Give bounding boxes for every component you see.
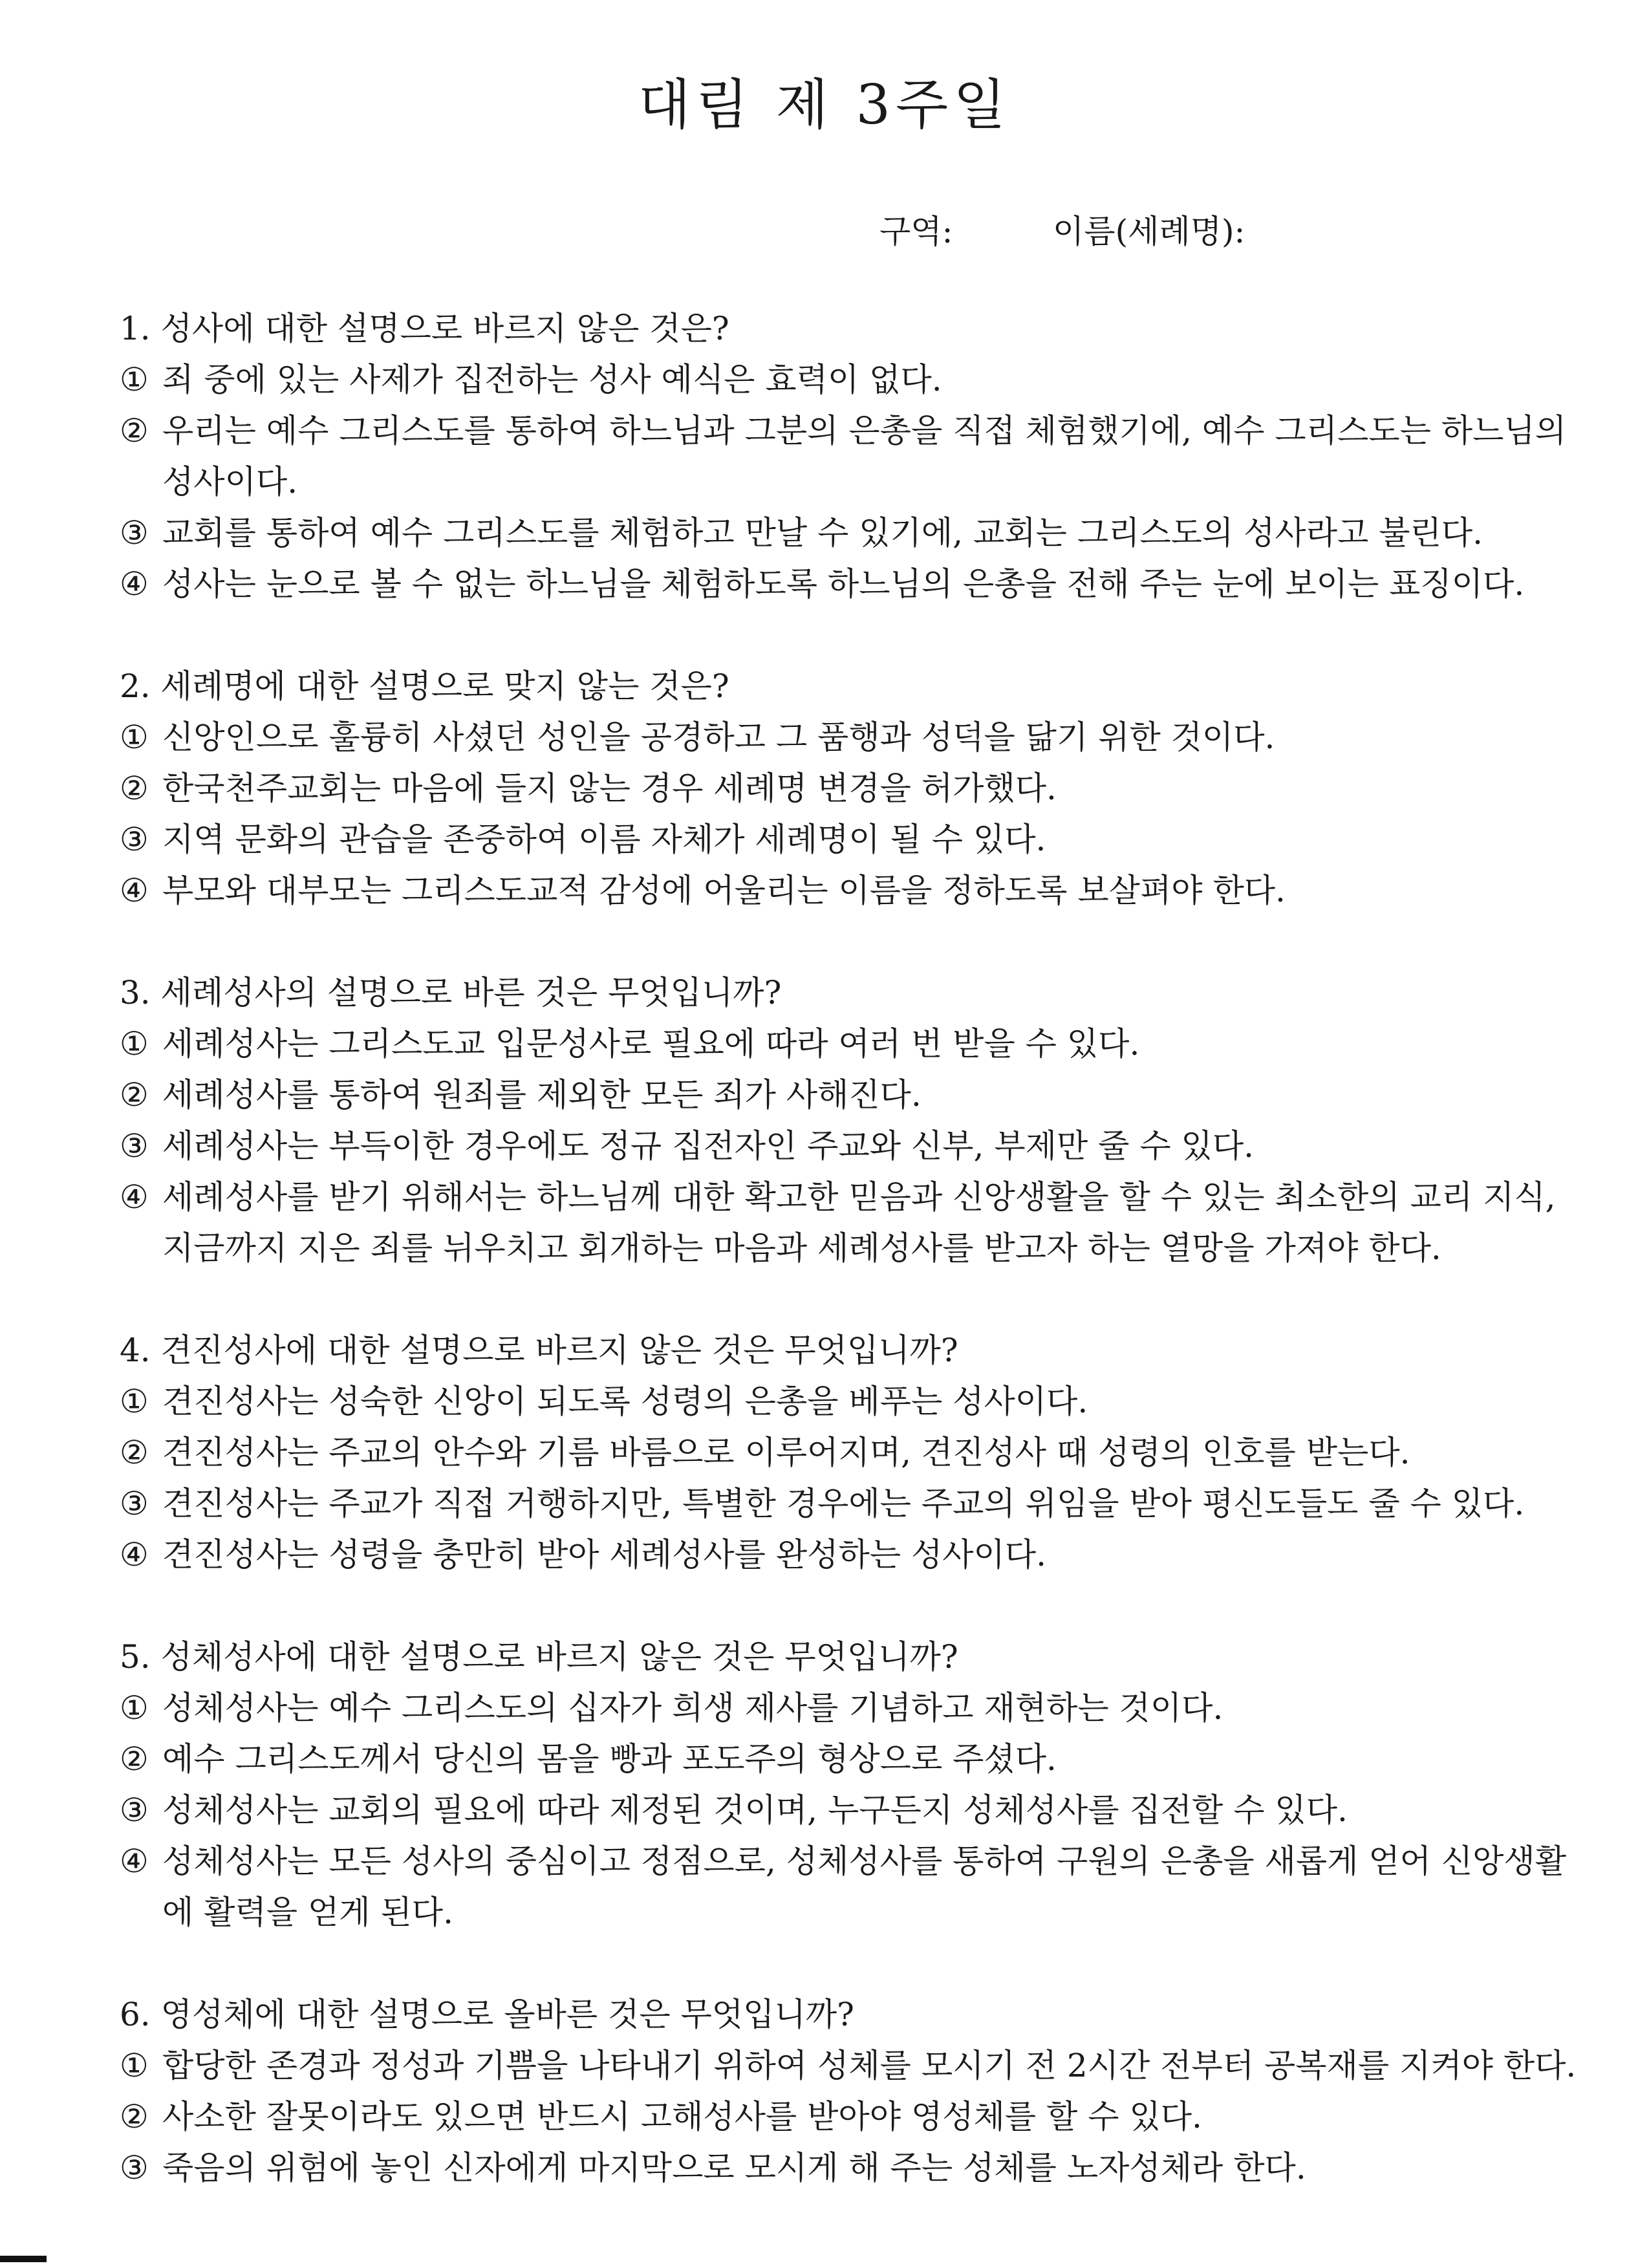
option-text: 견진성사는 주교가 직접 거행하지만, 특별한 경우에는 주교의 위임을 받아 평신도들도 줄 수 있다. xyxy=(162,1485,1525,1522)
option-number: ② xyxy=(120,1076,149,1114)
option-text: 세례성사는 부득이한 경우에도 정규 집전자인 주교와 신부, 부제만 줄 수 있다. xyxy=(162,1127,1255,1165)
option-text: 견진성사는 성숙한 신앙이 되도록 성령의 은총을 베푸는 성사이다. xyxy=(162,1383,1088,1420)
question-3 xyxy=(120,967,1594,1274)
answer-option xyxy=(120,712,1594,763)
option-number: ② xyxy=(120,1740,149,1778)
option-text: 예수 그리스도께서 당신의 몸을 빵과 포도주의 형상으로 주셨다. xyxy=(162,1740,1057,1778)
question-4 xyxy=(120,1324,1594,1581)
question-stem: 4. 견진성사에 대한 설명으로 바르지 않은 것은 무엇입니까? xyxy=(120,1332,958,1369)
answer-option xyxy=(120,1529,1594,1581)
question-stem: 5. 성체성사에 대한 설명으로 바르지 않은 것은 무엇입니까? xyxy=(120,1638,958,1676)
question-1 xyxy=(120,303,1594,610)
option-text: 성체성사는 예수 그리스도의 십자가 희생 제사를 기념하고 재현하는 것이다. xyxy=(162,1689,1223,1727)
option-number: ③ xyxy=(120,821,149,858)
answer-option xyxy=(120,1121,1594,1172)
option-text: 지역 문화의 관습을 존중하여 이름 자체가 세례명이 될 수 있다. xyxy=(162,821,1046,858)
answer-option xyxy=(120,763,1594,814)
option-number: ④ xyxy=(120,1842,149,1880)
option-text: 죽음의 위험에 놓인 신자에게 마지막으로 모시게 해 주는 성체를 노자성체라 한다. xyxy=(162,2149,1306,2187)
answer-option xyxy=(120,1427,1594,1478)
answer-option xyxy=(120,1683,1594,1734)
answer-option xyxy=(120,559,1594,610)
option-number: ② xyxy=(120,412,149,449)
district-label: 구역: xyxy=(879,213,953,250)
option-number: ② xyxy=(120,770,149,807)
option-number: ① xyxy=(120,1025,149,1063)
question-stem: 3. 세례성사의 설명으로 바른 것은 무엇입니까? xyxy=(120,974,782,1011)
option-text: 견진성사는 성령을 충만히 받아 세례성사를 완성하는 성사이다. xyxy=(162,1536,1047,1573)
scan-corner-mark xyxy=(0,2256,47,2262)
answer-option xyxy=(120,1070,1594,1121)
option-number: ③ xyxy=(120,1791,149,1829)
option-number: ④ xyxy=(120,565,149,603)
option-number: ④ xyxy=(120,1536,149,1573)
option-text: 죄 중에 있는 사제가 집전하는 성사 예식은 효력이 없다. xyxy=(162,361,942,398)
option-number: ① xyxy=(120,718,149,756)
option-text: 세례성사를 받기 위해서는 하느님께 대한 확고한 믿음과 신앙생활을 할 수 있는 최소한의 교리 지식, 지금까지 지은 죄를 뉘우치고 회개하는 마음과 세례성사를 받고자 하는 열망을 가져야 한다. xyxy=(162,1178,1556,1267)
option-text: 견진성사는 주교의 안수와 기름 바름으로 이루어지며, 견진성사 때 성령의 인호를 받는다. xyxy=(162,1434,1410,1471)
option-text: 한국천주교회는 마음에 들지 않는 경우 세례명 변경을 허가했다. xyxy=(162,770,1057,807)
answer-option xyxy=(120,2091,1594,2143)
question-stem: 6. 영성체에 대한 설명으로 올바른 것은 무엇입니까? xyxy=(120,1996,854,2033)
answer-option xyxy=(120,814,1594,865)
option-text: 세례성사는 그리스도교 입문성사로 필요에 따라 여러 번 받을 수 있다. xyxy=(162,1025,1140,1063)
option-text: 성체성사는 교회의 필요에 따라 제정된 것이며, 누구든지 성체성사를 집전할 수 있다. xyxy=(162,1791,1348,1829)
option-text: 부모와 대부모는 그리스도교적 감성에 어울리는 이름을 정하도록 보살펴야 한다. xyxy=(162,872,1286,909)
option-text: 교회를 통하여 예수 그리스도를 체험하고 만날 수 있기에, 교회는 그리스도의 성사라고 불린다. xyxy=(162,514,1483,552)
question-list xyxy=(120,303,1594,2244)
question-stem: 1. 성사에 대한 설명으로 바르지 않은 것은? xyxy=(120,310,729,347)
answer-option xyxy=(120,354,1594,405)
question-6 xyxy=(120,1989,1594,2194)
option-number: ② xyxy=(120,1434,149,1471)
option-number: ① xyxy=(120,361,149,398)
option-number: ③ xyxy=(120,2149,149,2187)
answer-option xyxy=(120,1734,1594,1785)
answer-option xyxy=(120,508,1594,559)
option-number: ④ xyxy=(120,1178,149,1216)
answer-option xyxy=(120,1376,1594,1427)
option-text: 신앙인으로 훌륭히 사셨던 성인을 공경하고 그 품행과 성덕을 닮기 위한 것이다. xyxy=(162,718,1275,756)
option-number: ③ xyxy=(120,514,149,552)
question-2 xyxy=(120,660,1594,916)
page-title: 대림 제 3주일 xyxy=(638,73,1011,136)
option-number: ② xyxy=(120,2098,149,2135)
answer-option xyxy=(120,1478,1594,1529)
option-number: ③ xyxy=(120,1127,149,1165)
answer-option xyxy=(120,1019,1594,1070)
student-info-row xyxy=(879,206,1245,252)
answer-option xyxy=(120,2143,1594,2194)
answer-option xyxy=(120,405,1594,508)
option-text: 성체성사는 모든 성사의 중심이고 정점으로, 성체성사를 통하여 구원의 은총을 새롭게 얻어 신앙생활에 활력을 얻게 된다. xyxy=(162,1842,1567,1931)
answer-option xyxy=(120,1836,1594,1938)
option-text: 사소한 잘못이라도 있으면 반드시 고해성사를 받아야 영성체를 할 수 있다. xyxy=(162,2098,1202,2135)
option-number: ① xyxy=(120,2047,149,2084)
answer-option xyxy=(120,865,1594,916)
option-text: 성사는 눈으로 볼 수 없는 하느님을 체험하도록 하느님의 은총을 전해 주는 눈에 보이는 표징이다. xyxy=(162,565,1525,603)
option-text: 우리는 예수 그리스도를 통하여 하느님과 그분의 은총을 직접 체험했기에, 예수 그리스도는 하느님의 성사이다. xyxy=(162,412,1567,501)
question-stem: 2. 세례명에 대한 설명으로 맞지 않는 것은? xyxy=(120,667,729,705)
option-text: 세례성사를 통하여 원죄를 제외한 모든 죄가 사해진다. xyxy=(162,1076,921,1114)
question-5 xyxy=(120,1631,1594,1938)
name-label: 이름(세례명): xyxy=(1053,213,1245,250)
answer-option xyxy=(120,1785,1594,1836)
option-number: ① xyxy=(120,1383,149,1420)
answer-option xyxy=(120,1172,1594,1274)
option-number: ③ xyxy=(120,1485,149,1522)
option-number: ④ xyxy=(120,872,149,909)
option-text: 합당한 존경과 정성과 기쁨을 나타내기 위하여 성체를 모시기 전 2시간 전부터 공복재를 지켜야 한다. xyxy=(162,2047,1577,2084)
option-number: ① xyxy=(120,1689,149,1727)
answer-option xyxy=(120,2040,1594,2091)
